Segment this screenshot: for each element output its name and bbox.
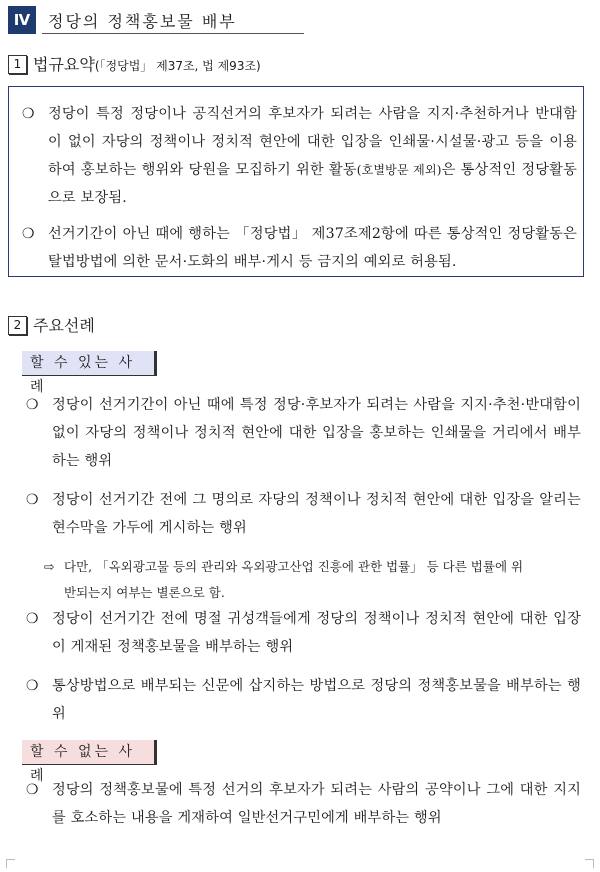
law-bullet-1-tail: 은 통상적인 정당활동으로 보장됨.: [48, 162, 577, 206]
section2-title: 주요선례: [33, 316, 95, 335]
law-bullet-2: [22, 220, 577, 276]
chapter-number: Ⅳ: [8, 6, 36, 34]
law-bullet-2-text: 선거기간이 아닌 때에 행하는 「정당법」 제37조제2항에 따른 통상적인 정당활동은 탈법방법에 의한 문서·도화의 배부·게시 등 금지의 예외로 허용됨.: [48, 226, 577, 270]
law-bullet-1: [22, 100, 577, 212]
section2-heading: [8, 313, 95, 336]
section1-heading: [8, 52, 261, 75]
section1-number: 1: [8, 55, 27, 74]
page-corner-mark-right: [585, 859, 594, 868]
chapter-underline: [42, 33, 304, 34]
section2-number: 2: [8, 316, 27, 335]
bullet-icon: ❍: [26, 611, 39, 627]
section1-subtitle: (「정당법」 제37조, 법 제93조): [94, 59, 261, 73]
can-item-1-text: 정당이 선거기간이 아닌 때에 특정 정당·후보자가 되려는 사람을 지지·추천·반대함이 없이 자당의 정책이나 정치적 현안에 대한 입장을 홍보하는 인쇄물을 거리에서 배부하는 행위: [52, 397, 581, 469]
bullet-icon: ❍: [22, 226, 35, 242]
law-bullet-1-small: (호별방문 제외): [356, 163, 442, 177]
note-line-1: 다만, 「옥외광고물 등의 관리와 옥외광고산업 진흥에 관한 법률」 등 다른 법률에 위: [64, 559, 524, 574]
bullet-icon: ❍: [26, 678, 39, 694]
bullet-icon: ❍: [22, 106, 35, 122]
note-block: [44, 554, 584, 606]
can-item-3-text: 정당이 선거기간 전에 명절 귀성객들에게 정당의 정책이나 정치적 현안에 대한 입장이 게재된 정책홍보물을 배부하는 행위: [52, 611, 581, 655]
can-item-4-text: 통상방법으로 배부되는 신문에 삽지하는 방법으로 정당의 정책홍보물을 배부하는 행위: [52, 678, 581, 722]
can-item-2-text: 정당이 선거기간 전에 그 명의로 자당의 정책이나 정치적 현안에 대한 입장을 알리는 현수막을 가두에 게시하는 행위: [52, 492, 581, 536]
bullet-icon: ❍: [26, 782, 39, 798]
law-bullet-1-text: 정당이 특정 정당이나 공직선거의 후보자가 되려는 사람을 지지·추천하거나 반대함이 없이 자당의 정책이나 정치적 현안에 대한 입장을 인쇄물·시설물·광고 등을 이용하여 홍보하는 행위와 당원을 모집하기 위한 활동: [48, 106, 577, 178]
can-item-1: [26, 391, 581, 475]
chapter-heading: [8, 6, 288, 34]
note-line-2: 반되는지 여부는 별론으로 함.: [64, 585, 225, 600]
bullet-icon: ❍: [26, 397, 39, 413]
cannot-item-1-text: 정당의 정책홍보물에 특정 선거의 후보자가 되려는 사람의 공약이나 그에 대한 지지를 호소하는 내용을 게재하여 일반선거구민에게 배부하는 행위: [52, 782, 581, 826]
can-item-2: [26, 486, 581, 542]
can-item-3: [26, 605, 581, 661]
can-do-label: 할 수 있는 사례: [22, 351, 157, 376]
bullet-icon: ❍: [26, 492, 39, 508]
chapter-title: 정당의 정책홍보물 배부: [48, 12, 237, 31]
section1-title: 법규요약: [33, 55, 95, 74]
cannot-do-label: 할 수 없는 사례: [22, 740, 157, 765]
page-corner-mark-left: [6, 859, 15, 868]
can-item-4: [26, 672, 581, 728]
cannot-item-1: [26, 776, 581, 832]
arrow-icon: ⇨: [44, 559, 55, 574]
